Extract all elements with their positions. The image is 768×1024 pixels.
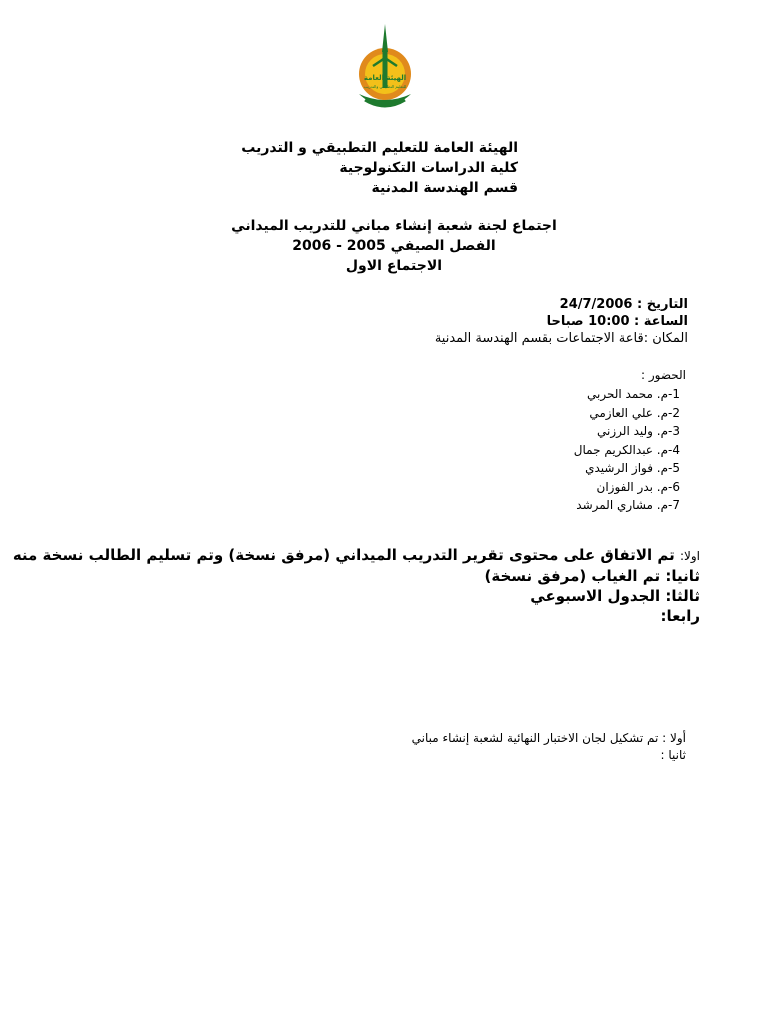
attendance-label: الحضور :: [641, 368, 686, 382]
meeting-number-line: الاجتماع الاول: [345, 258, 443, 274]
logo-text-line1: الهيئة العامة: [363, 74, 407, 82]
agenda-items: [13, 545, 700, 626]
agenda-item-third: ثالثا: الجدول الاسبوعي: [530, 587, 700, 605]
semester-line: الفصل الصيفي 2005 - 2006: [292, 238, 496, 254]
attendee-list: [574, 385, 680, 515]
logo-text-line2: للتعليم التطبيقي والتدريب: [363, 84, 407, 89]
attendee-item: 3-م. وليد الرزني: [597, 424, 680, 438]
attendee-item: 4-م. عبدالكريم جمال: [573, 442, 680, 457]
meeting-title: [0, 216, 768, 276]
authority-name: الهيئة العامة للتعليم التطبيقي و التدريب: [241, 140, 518, 156]
meeting-title-line: اجتماع لجنة شعبة إنشاء مباني للتدريب الميداني: [231, 218, 557, 234]
agenda-item-first-lead: اولا:: [679, 549, 700, 563]
department-name: قسم الهندسة المدنية: [371, 180, 518, 196]
meeting-time: الساعة : 10:00 صباحا: [546, 314, 688, 329]
agenda-item-first-text: تم الاتفاق على محتوى تقرير التدريب الميداني (مرفق نسخة) وتم تسليم الطالب نسخة منه: [12, 546, 675, 564]
agenda-item-fourth: رابعا:: [660, 607, 700, 625]
attendee-item: 2-م. علي العازمي: [589, 405, 680, 420]
logo-spire: [382, 24, 388, 52]
meeting-date: التاريخ : 24/7/2006: [559, 297, 688, 312]
decision-first: أولا : تم تشكيل لجان الاختبار النهائية لشعبة إنشاء مباني: [411, 731, 686, 745]
agenda-item-first: [13, 545, 700, 566]
attendee-item: 7-م. مشاري المرشد: [576, 498, 680, 512]
meeting-details: [435, 296, 688, 347]
agenda-item-second: ثانيا: تم الغياب (مرفق نسخة): [484, 567, 700, 585]
attendee-item: 5-م. فواز الرشيدي: [585, 461, 680, 475]
attendee-item: 1-م. محمد الحربي: [587, 387, 680, 401]
college-name: كلية الدراسات التكنولوجية: [339, 160, 518, 176]
institution-header: [241, 138, 518, 198]
meeting-place: المكان :قاعة الاجتماعات بقسم الهندسة المدنية: [434, 331, 688, 346]
decision-second: ثانيا :: [660, 748, 686, 762]
institution-logo: [345, 22, 425, 114]
decisions-notes: [412, 730, 686, 764]
attendee-item: 6-م. بدر الفوزان: [596, 479, 680, 494]
